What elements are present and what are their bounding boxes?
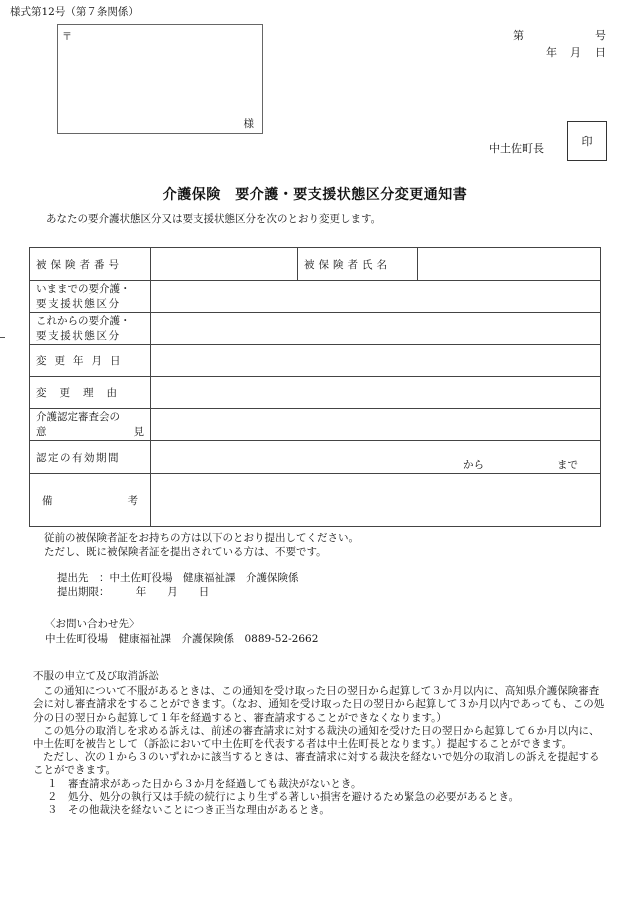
submission-notice bbox=[44, 531, 359, 559]
table-row bbox=[30, 441, 601, 474]
prev-status-line1: いままでの要介護・ bbox=[36, 282, 131, 295]
prev-status-label bbox=[30, 281, 151, 313]
submit-deadline: 提出期限： 年 月 日 bbox=[57, 586, 210, 598]
committee-line2 bbox=[36, 425, 144, 440]
contact-line: 中土佐町役場 健康福祉課 介護保険係 0889-52-2662 bbox=[45, 633, 319, 645]
change-date-label: 変更年月日 bbox=[30, 345, 151, 377]
committee-line1: 介護認定審査会の bbox=[36, 410, 120, 423]
remarks-label bbox=[30, 474, 151, 527]
insured-name-label: 被保険者氏名 bbox=[298, 248, 418, 281]
new-status-value bbox=[151, 313, 601, 345]
contact-heading: 〈お問い合わせ先〉 bbox=[45, 618, 140, 630]
remarks-char-kou: 考 bbox=[127, 494, 138, 507]
remarks-value bbox=[151, 474, 601, 527]
valid-period-value bbox=[151, 441, 601, 474]
document-title: 介護保険 要介護・要支援状態区分変更通知書 bbox=[162, 187, 468, 203]
new-status-line2: 要支援状態区分 bbox=[36, 329, 121, 342]
period-from: から bbox=[463, 459, 484, 471]
valid-period-label: 認定の有効期間 bbox=[30, 441, 151, 474]
table-row bbox=[30, 248, 601, 281]
issuer-name: 中土佐町長 bbox=[489, 142, 544, 155]
date-month: 月 bbox=[570, 46, 581, 59]
doc-number-suffix: 号 bbox=[595, 29, 606, 42]
insured-number-value bbox=[151, 248, 298, 281]
insured-number-label: 被保険者番号 bbox=[30, 248, 151, 281]
remarks-char-bi: 備 bbox=[42, 494, 53, 507]
submit-destination: 提出先 ：中土佐町役場 健康福祉課 介護保険係 bbox=[57, 572, 299, 584]
margin-mark bbox=[0, 337, 5, 338]
notice-line1: 従前の被保険者証をお持ちの方は以下のとおり提出してください。 bbox=[44, 532, 359, 544]
committee-opinion-value bbox=[151, 409, 601, 441]
insured-name-value bbox=[418, 248, 601, 281]
appeal-paragraph-2: この処分の取消しを求める訴えは、前述の審査請求に対する裁決の通知を受けた日の翌日から起算して６か月以内に、中土佐町を被告として（訴訟において中土佐町を代表する者は中土佐町長となります。）提起することができます。 bbox=[33, 724, 600, 751]
seal-box: 印 bbox=[567, 121, 607, 161]
notice-table bbox=[29, 247, 601, 527]
table-row bbox=[30, 377, 601, 409]
table-row bbox=[30, 409, 601, 441]
appeal-item-3: ３ その他裁決を経ないことにつき正当な理由があるとき。 bbox=[47, 804, 330, 817]
appeal-paragraph-3: ただし、次の１から３のいずれかに該当するときは、審査請求に対する裁決を経ないで処分の取消しの訴えを提起することができます。 bbox=[33, 751, 600, 777]
appeal-item-1: １ 審査請求があった日から３か月を経過しても裁決がないとき。 bbox=[47, 777, 362, 790]
postal-mark: 〒 bbox=[62, 32, 72, 43]
new-status-line1: これからの要介護・ bbox=[36, 314, 131, 327]
submission-info bbox=[57, 571, 299, 599]
table-row bbox=[30, 313, 601, 345]
committee-char-i: 意 bbox=[36, 425, 47, 438]
change-reason-value bbox=[151, 377, 601, 409]
table-row bbox=[30, 345, 601, 377]
appeal-paragraph-1: この通知について不服があるときは、この通知を受け取った日の翌日から起算して３か月以内に、高知県介護保険審査会に対し審査請求をすることができます。（なお、通知を受け取った日の翌日から起算して３か月以内であっても、この処分の日の翌日から起算して１年を経過すると、審査請求することができなくなります。） bbox=[33, 685, 605, 724]
form-number: 様式第12号（第７条関係） bbox=[10, 6, 139, 18]
prev-status-value bbox=[151, 281, 601, 313]
intro-text: あなたの要介護状態区分又は要支援状態区分を次のとおり変更します。 bbox=[46, 213, 382, 225]
table-row bbox=[30, 281, 601, 313]
appeal-heading: 不服の申立て及び取消訴訟 bbox=[33, 670, 159, 682]
committee-opinion-label bbox=[30, 409, 151, 441]
address-box bbox=[57, 24, 263, 134]
prev-status-line2: 要支援状態区分 bbox=[36, 297, 121, 310]
change-reason-label: 変更理由 bbox=[30, 377, 151, 409]
notice-line2: ただし、既に被保険者証を提出されている方は、不要です。 bbox=[44, 546, 327, 558]
appeal-item-2: ２ 処分、処分の執行又は手続の続行により生ずる著しい損害を避けるため緊急の必要があるとき。 bbox=[47, 790, 520, 803]
period-to: まで bbox=[557, 459, 578, 471]
date-day: 日 bbox=[595, 46, 606, 59]
appeal-section bbox=[33, 670, 608, 817]
new-status-label bbox=[30, 313, 151, 345]
doc-number-prefix: 第 bbox=[513, 29, 524, 42]
change-date-value bbox=[151, 345, 601, 377]
contact-info bbox=[45, 617, 318, 647]
committee-char-ken: 見 bbox=[133, 425, 144, 438]
date-year: 年 bbox=[546, 46, 557, 59]
table-row bbox=[30, 474, 601, 527]
honorific-sama: 様 bbox=[243, 118, 254, 130]
